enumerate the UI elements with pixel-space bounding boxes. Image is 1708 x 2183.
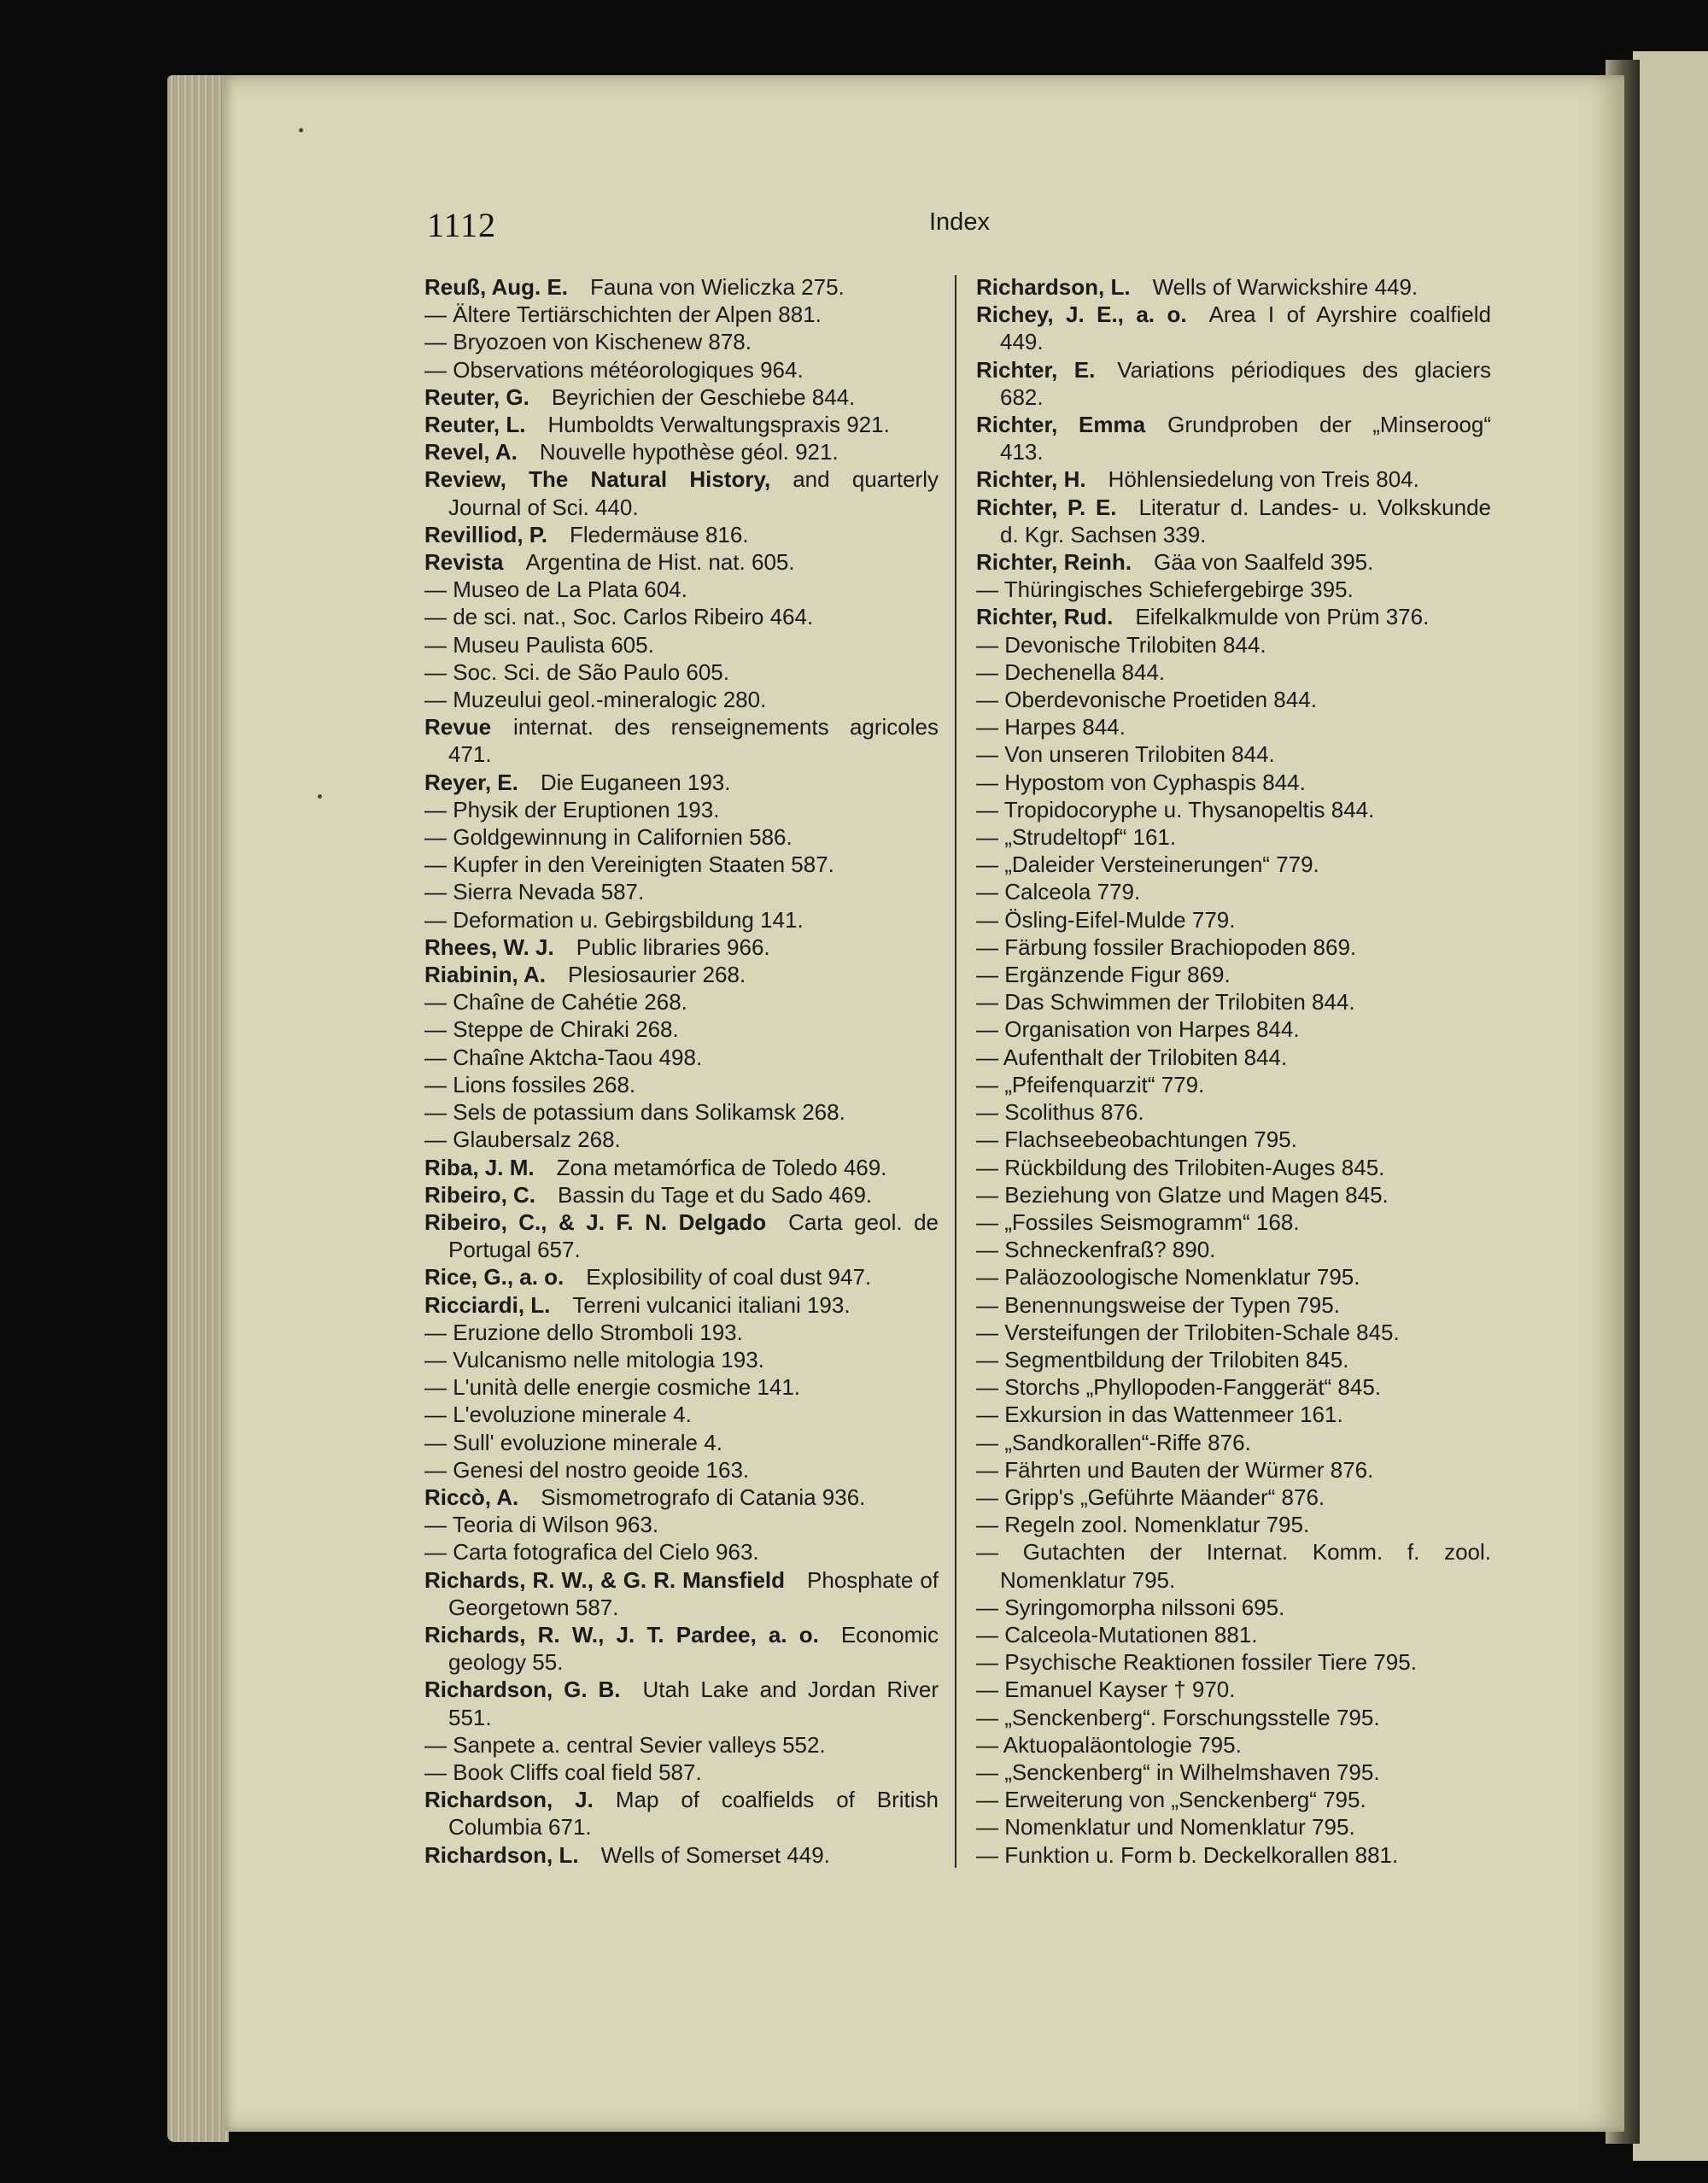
- entry-heading: Richardson, J.: [424, 1787, 594, 1813]
- index-entry: [424, 465, 939, 520]
- entry-heading: Ricciardi, L.: [424, 1291, 551, 1318]
- entry-text: Map of coalfields of British Columbia 671.: [448, 1787, 939, 1841]
- index-entry: [424, 1429, 939, 1456]
- entry-text: Utah Lake and Jordan River 551.: [448, 1677, 939, 1730]
- index-entry: [976, 548, 1491, 576]
- entry-text: — Exkursion in das Wattenmeer 161.: [976, 1402, 1343, 1428]
- index-entry: [424, 1319, 939, 1346]
- index-column-right: [976, 273, 1491, 1869]
- entry-text: — Eruzione dello Stromboli 193.: [424, 1319, 743, 1345]
- entry-heading: Richardson, G. B.: [424, 1677, 621, 1703]
- entry-heading: Revilliod, P.: [424, 521, 548, 547]
- facing-page-edge: [1633, 51, 1708, 2161]
- entry-text: — Ergänzende Figur 869.: [976, 962, 1231, 988]
- index-entry: [976, 961, 1491, 988]
- entry-text: Phosphate of Georgetown 587.: [448, 1566, 939, 1620]
- entry-heading: Revue: [424, 714, 492, 740]
- index-entry: [976, 1759, 1491, 1786]
- entry-text: — Gripp's „Geführte Mäander“ 876.: [976, 1484, 1325, 1510]
- index-entry: [976, 1484, 1491, 1511]
- index-entry: [976, 906, 1491, 933]
- index-entry: [976, 1786, 1491, 1813]
- index-entry: [976, 1704, 1491, 1731]
- entry-text: — Deformation u. Gebirgsbildung 141.: [424, 906, 804, 933]
- index-entry: [424, 1263, 939, 1290]
- entry-text: — Syringomorpha nilssoni 695.: [976, 1594, 1285, 1620]
- index-entry: [424, 631, 939, 658]
- index-entry: [424, 1154, 939, 1181]
- index-entry: [424, 906, 939, 933]
- index-entry: [976, 1209, 1491, 1236]
- entry-text: — Emanuel Kayser † 970.: [976, 1677, 1236, 1703]
- dust-speck: [318, 794, 322, 799]
- index-entry: [424, 1786, 939, 1841]
- entry-text: — de sci. nat., Soc. Carlos Ribeiro 464.: [424, 604, 814, 630]
- index-entry: [424, 1676, 939, 1730]
- index-entry: [424, 1731, 939, 1759]
- index-entry: [424, 1566, 939, 1621]
- index-entry: [976, 878, 1491, 905]
- index-entry: [976, 1456, 1491, 1484]
- entry-text: — Schneckenfraß? 890.: [976, 1237, 1216, 1263]
- entry-heading: Riccò, A.: [424, 1484, 519, 1510]
- entry-text: Explosibility of coal dust 947.: [586, 1264, 872, 1290]
- index-entry: [976, 1731, 1491, 1759]
- index-entry: [976, 1373, 1491, 1401]
- index-entry: [424, 301, 939, 328]
- index-entry: [976, 465, 1491, 493]
- entry-text: Die Euganeen 193.: [540, 769, 731, 795]
- index-entry: [424, 658, 939, 686]
- entry-heading: Richards, R. W., & G. R. Mansfield: [424, 1566, 786, 1593]
- entry-text: — Kupfer in den Vereinigten Staaten 587.: [424, 852, 834, 878]
- entry-text: — Book Cliffs coal field 587.: [424, 1759, 702, 1785]
- index-entry: [424, 769, 939, 796]
- index-entry: [976, 1015, 1491, 1043]
- entry-text: — Lions fossiles 268.: [424, 1071, 636, 1097]
- entry-text: — Dechenella 844.: [976, 658, 1166, 685]
- entry-text: — Soc. Sci. de São Paulo 605.: [424, 658, 729, 685]
- index-entry: [976, 686, 1491, 713]
- index-entry: [424, 548, 939, 576]
- entry-text: — Das Schwimmen der Trilobiten 844.: [976, 989, 1355, 1015]
- entry-text: — Teoria di Wilson 963.: [424, 1512, 659, 1538]
- entry-text: — L'unità delle energie cosmiche 141.: [424, 1374, 801, 1401]
- entry-heading: Reuß, Aug. E.: [424, 274, 569, 300]
- entry-text: Zona metamórfica de Toledo 469.: [556, 1154, 887, 1180]
- index-entry: [424, 796, 939, 823]
- index-entry: [976, 494, 1491, 548]
- index-entry: [424, 1538, 939, 1566]
- index-entry: [424, 1015, 939, 1043]
- index-entry: [976, 796, 1491, 823]
- index-entry: [424, 1621, 939, 1676]
- index-entry: [976, 1511, 1491, 1538]
- entry-heading: Richards, R. W., J. T. Pardee, a. o.: [424, 1621, 819, 1647]
- index-column-left: [424, 273, 939, 1869]
- entry-text: Fauna von Wieliczka 275.: [590, 274, 845, 300]
- index-entry: [424, 1484, 939, 1511]
- entry-text: — „Sandkorallen“-Riffe 876.: [976, 1429, 1251, 1455]
- index-entry: [424, 1841, 939, 1869]
- entry-text: — Aktuopaläontologie 795.: [976, 1731, 1242, 1758]
- entry-text: — Färbung fossiler Brachiopoden 869.: [976, 933, 1357, 960]
- entry-text: — Goldgewinnung in Californien 586.: [424, 824, 793, 851]
- index-entry: [976, 1044, 1491, 1071]
- index-entry: [424, 273, 939, 301]
- entry-text: — Versteifungen der Trilobiten-Schale 845.: [976, 1319, 1400, 1345]
- index-entry: [424, 823, 939, 851]
- index-entry: [424, 1759, 939, 1786]
- entry-text: — Paläozoologische Nomenklatur 795.: [976, 1264, 1360, 1290]
- entry-text: Carta geol. de Portugal 657.: [448, 1209, 939, 1263]
- index-entry: [424, 1044, 939, 1071]
- entry-text: — Flachseebeobachtungen 795.: [976, 1127, 1297, 1153]
- index-entry: [424, 1346, 939, 1373]
- page-stack-edges: [167, 75, 229, 2142]
- index-entry: [424, 686, 939, 713]
- index-entry: [424, 356, 939, 383]
- entry-text: Bassin du Tage et du Sado 469.: [558, 1181, 873, 1208]
- index-entry: [976, 1181, 1491, 1209]
- entry-text: — Ösling-Eifel-Mulde 779.: [976, 906, 1236, 933]
- entry-heading: Richter, Rud.: [976, 604, 1114, 630]
- entry-heading: Richey, J. E., a. o.: [976, 301, 1187, 328]
- entry-text: — Erweiterung von „Senckenberg“ 795.: [976, 1787, 1366, 1813]
- index-entry: [424, 1511, 939, 1538]
- entry-text: — Hypostom von Cyphaspis 844.: [976, 769, 1306, 795]
- index-entry: [424, 1071, 939, 1098]
- index-entry: [976, 1401, 1491, 1428]
- index-entry: [976, 1429, 1491, 1456]
- entry-heading: Review, The Natural History,: [424, 466, 771, 493]
- entry-text: — Calceola 779.: [976, 879, 1141, 905]
- entry-text: — Harpes 844.: [976, 714, 1126, 740]
- entry-text: — „Senckenberg“ in Wilhelmshaven 795.: [976, 1759, 1380, 1785]
- entry-heading: Rice, G., a. o.: [424, 1264, 564, 1290]
- index-entry: [976, 713, 1491, 740]
- entry-text: — Chaîne Aktcha-Taou 498.: [424, 1044, 703, 1070]
- entry-text: — Regeln zool. Nomenklatur 795.: [976, 1512, 1310, 1538]
- entry-text: — „Daleider Versteinerungen“ 779.: [976, 852, 1319, 878]
- entry-heading: Reuter, L.: [424, 412, 526, 438]
- index-entry: [424, 1401, 939, 1428]
- entry-text: — Oberdevonische Proetiden 844.: [976, 687, 1317, 713]
- entry-text: — Calceola-Mutationen 881.: [976, 1621, 1258, 1647]
- entry-text: — Aufenthalt der Trilobiten 844.: [976, 1044, 1288, 1070]
- entry-text: — Muzeului geol.-mineralogic 280.: [424, 687, 767, 713]
- entry-text: Literatur d. Landes- u. Volkskunde d. Kgr. Sachsen 339.: [1000, 494, 1491, 547]
- index-entry: [424, 576, 939, 603]
- entry-text: — Thüringisches Schiefergebirge 395.: [976, 576, 1354, 603]
- entry-text: Terreni vulcanici italiani 193.: [572, 1291, 851, 1318]
- index-entry: [976, 988, 1491, 1015]
- entry-text: — Devonische Trilobiten 844.: [976, 631, 1266, 658]
- entry-text: Plesiosaurier 268.: [568, 962, 746, 988]
- entry-text: — Storchs „Phyllopoden-Fanggerät“ 845.: [976, 1374, 1382, 1401]
- index-entry: [976, 1841, 1491, 1869]
- column-divider: [955, 275, 956, 1868]
- entry-text: — „Fossiles Seismogramm“ 168.: [976, 1209, 1300, 1235]
- index-entry: [976, 1594, 1491, 1621]
- index-entry: [976, 356, 1491, 411]
- index-entry: [424, 1098, 939, 1126]
- entry-text: — Benennungsweise der Typen 795.: [976, 1291, 1340, 1318]
- entry-heading: Richter, E.: [976, 356, 1096, 383]
- entry-text: — Glaubersalz 268.: [424, 1127, 621, 1153]
- index-entry: [424, 961, 939, 988]
- index-entry: [976, 1126, 1491, 1153]
- entry-text: Variations périodiques des glaciers 682.: [1000, 356, 1491, 410]
- running-title: Index: [929, 208, 990, 236]
- entry-heading: Revel, A.: [424, 439, 518, 465]
- index-entry: [424, 933, 939, 961]
- index-entry: [424, 328, 939, 355]
- index-entry: [976, 658, 1491, 686]
- entry-text: — Chaîne de Cahétie 268.: [424, 989, 687, 1015]
- entry-text: Economic geology 55.: [448, 1621, 939, 1676]
- entry-text: Grundproben der „Minseroog“ 413.: [1000, 412, 1491, 465]
- entry-text: — Observations météorologiques 964.: [424, 356, 804, 383]
- entry-text: — „Strudeltopf“ 161.: [976, 824, 1177, 851]
- entry-text: Wells of Warwickshire 449.: [1152, 274, 1418, 300]
- index-entry: [976, 1319, 1491, 1346]
- index-entry: [424, 878, 939, 905]
- index-entry: [976, 1154, 1491, 1181]
- index-entry: [424, 851, 939, 878]
- index-entry: [976, 769, 1491, 796]
- entry-text: — Steppe de Chiraki 268.: [424, 1016, 679, 1043]
- index-entry: [976, 1263, 1491, 1290]
- entry-text: — Tropidocoryphe u. Thysanopeltis 844.: [976, 796, 1375, 822]
- index-entry: [976, 851, 1491, 878]
- entry-text: Höhlensiedelung von Treis 804.: [1108, 466, 1419, 493]
- index-entry: [976, 411, 1491, 465]
- entry-text: — Vulcanismo nelle mitologia 193.: [424, 1346, 764, 1372]
- entry-text: Sismometrografo di Catania 936.: [541, 1484, 866, 1510]
- index-entry: [976, 1621, 1491, 1648]
- index-entry: [424, 383, 939, 411]
- index-entry: [424, 713, 939, 768]
- entry-text: — Organisation von Harpes 844.: [976, 1016, 1300, 1043]
- index-entry: [424, 603, 939, 630]
- index-entry: [976, 273, 1491, 301]
- entry-text: Area I of Ayrshire coalfield 449.: [1000, 301, 1491, 355]
- index-entry: [424, 1373, 939, 1401]
- entry-text: — „Pfeifenquarzit“ 779.: [976, 1071, 1205, 1097]
- index-entry: [976, 631, 1491, 658]
- index-entry: [976, 1098, 1491, 1126]
- entry-text: Fledermäuse 816.: [570, 521, 749, 547]
- entry-text: — Nomenklatur und Nomenklatur 795.: [976, 1814, 1355, 1841]
- entry-text: — Fährten und Bauten der Würmer 876.: [976, 1456, 1374, 1483]
- entry-heading: Richter, P. E.: [976, 494, 1117, 520]
- entry-heading: Richardson, L.: [976, 274, 1131, 300]
- index-entry: [424, 1209, 939, 1263]
- entry-text: — Sull' evoluzione minerale 4.: [424, 1429, 722, 1455]
- entry-text: — Bryozoen von Kischenew 878.: [424, 329, 752, 355]
- index-entry: [424, 521, 939, 548]
- entry-heading: Richter, Reinh.: [976, 549, 1132, 576]
- entry-text: — Genesi del nostro geoide 163.: [424, 1456, 750, 1483]
- entry-heading: Ribeiro, C., & J. F. N. Delgado: [424, 1209, 767, 1235]
- entry-text: Beyrichien der Geschiebe 844.: [551, 383, 856, 410]
- entry-text: — Sierra Nevada 587.: [424, 879, 645, 905]
- entry-text: Wells of Somerset 449.: [600, 1841, 830, 1868]
- index-entry: [976, 603, 1491, 630]
- entry-text: — Ältere Tertiärschichten der Alpen 881.: [424, 301, 822, 328]
- entry-text: — Segmentbildung der Trilobiten 845.: [976, 1346, 1349, 1372]
- index-entry: [976, 1813, 1491, 1841]
- index-entry: [976, 576, 1491, 603]
- index-entry: [976, 1676, 1491, 1703]
- index-entry: [424, 1181, 939, 1209]
- index-entry: [976, 1291, 1491, 1319]
- index-entry: [976, 1346, 1491, 1373]
- entry-text: — Von unseren Trilobiten 844.: [976, 741, 1275, 768]
- entry-text: — Rückbildung des Trilobiten-Auges 845.: [976, 1154, 1385, 1180]
- entry-text: Argentina de Hist. nat. 605.: [525, 549, 795, 576]
- entry-text: internat. des renseignements agricoles 471.: [448, 714, 939, 768]
- entry-heading: Riba, J. M.: [424, 1154, 535, 1180]
- entry-heading: Richter, H.: [976, 466, 1086, 493]
- entry-text: — Physik der Eruptionen 193.: [424, 796, 720, 822]
- index-entry: [976, 301, 1491, 355]
- entry-heading: Reyer, E.: [424, 769, 518, 795]
- page-header: [0, 205, 1708, 256]
- entry-text: — Carta fotografica del Cielo 963.: [424, 1539, 759, 1566]
- entry-text: Public libraries 966.: [576, 933, 770, 960]
- page-number: 1112: [427, 206, 497, 244]
- entry-text: — Psychische Reaktionen fossiler Tiere 795.: [976, 1649, 1417, 1676]
- entry-heading: Ribeiro, C.: [424, 1181, 536, 1208]
- entry-text: — Beziehung von Glatze und Magen 845.: [976, 1181, 1389, 1208]
- entry-text: — „Senckenberg“. Forschungsstelle 795.: [976, 1704, 1380, 1730]
- entry-text: Nouvelle hypothèse géol. 921.: [539, 439, 839, 465]
- index-entry: [976, 933, 1491, 961]
- entry-text: — Funktion u. Form b. Deckelkorallen 881.: [976, 1841, 1399, 1868]
- index-entry: [424, 1126, 939, 1153]
- index-entry: [976, 1538, 1491, 1593]
- entry-text: — Sels de potassium dans Solikamsk 268.: [424, 1099, 845, 1126]
- entry-text: — Sanpete a. central Sevier valleys 552.: [424, 1731, 826, 1758]
- entry-heading: Revista: [424, 549, 504, 576]
- entry-text: Humboldts Verwaltungspraxis 921.: [547, 412, 890, 438]
- entry-text: — L'evoluzione minerale 4.: [424, 1402, 692, 1428]
- entry-heading: Riabinin, A.: [424, 962, 547, 988]
- entry-text: — Scolithus 876.: [976, 1099, 1144, 1126]
- index-entry: [424, 411, 939, 438]
- index-entry: [424, 438, 939, 465]
- index-entry: [424, 1291, 939, 1319]
- entry-heading: Richter, Emma: [976, 412, 1146, 438]
- entry-text: Gäa von Saalfeld 395.: [1154, 549, 1374, 576]
- entry-heading: Reuter, G.: [424, 383, 529, 410]
- entry-text: — Museu Paulista 605.: [424, 631, 654, 658]
- index-entry: [976, 1648, 1491, 1676]
- entry-text: — Gutachten der Internat. Komm. f. zool. Nomenklatur 795.: [976, 1539, 1491, 1593]
- entry-heading: Rhees, W. J.: [424, 933, 554, 960]
- index-entry: [424, 988, 939, 1015]
- entry-text: Eifelkalkmulde von Prüm 376.: [1135, 604, 1430, 630]
- dust-speck: [299, 128, 303, 132]
- index-entry: [976, 1071, 1491, 1098]
- index-entry: [424, 1456, 939, 1484]
- index-entry: [976, 823, 1491, 851]
- entry-heading: Richardson, L.: [424, 1841, 579, 1868]
- entry-text: and quarterly Journal of Sci. 440.: [448, 466, 939, 520]
- entry-text: — Museo de La Plata 604.: [424, 576, 687, 603]
- index-entry: [976, 1236, 1491, 1263]
- index-entry: [976, 740, 1491, 768]
